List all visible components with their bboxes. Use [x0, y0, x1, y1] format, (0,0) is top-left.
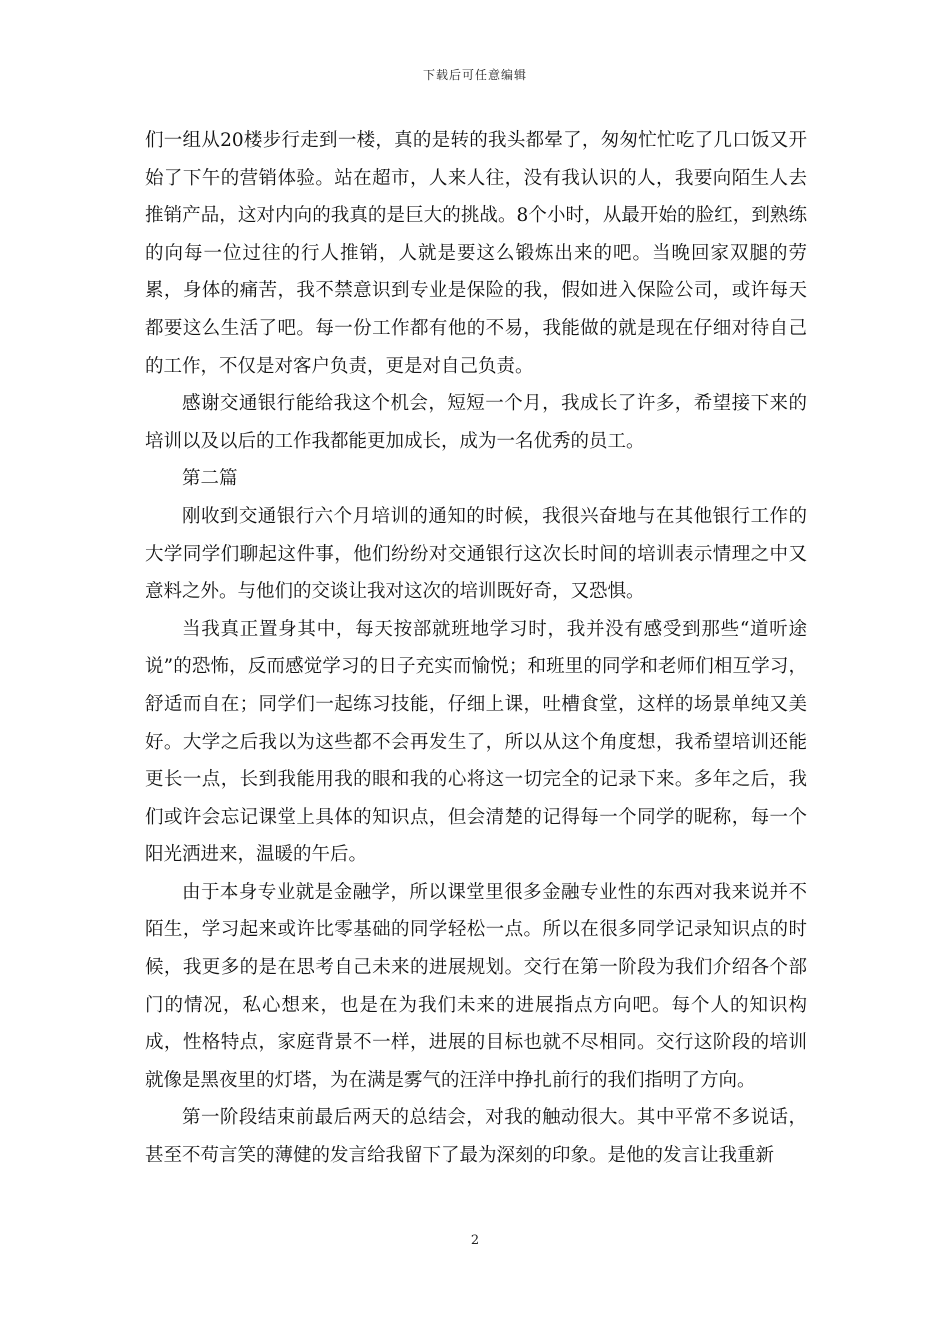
document-body [145, 122, 807, 1175]
paragraph: 第一阶段结束前最后两天的总结会，对我的触动很大。其中平常不多说话，甚至不苟言笑的薄健的发言给我留下了最为深刻的印象。是他的发言让我重新 [145, 1107, 807, 1167]
paragraph: 当我真正置身其中，每天按部就班地学习时，我并没有感受到那些“道听途说”的恐怖，反而感觉学习的日子充实而愉悦；和班里的同学和老师们相互学习，舒适而自在；同学们一起练习技能，仔细上课，吐槽食堂，这样的场景单纯又美好。大学之后我以为这些都不会再发生了，所以从这个角度想，我希望培训还能更长一点，长到我能用我的眼和我的心将这一切完全的记录下来。多年之后，我们或许会忘记课堂上具体的知识点，但会清楚的记得每一个同学的昵称，每一个阳光洒进来，温暖的午后。 [145, 618, 807, 866]
page-number: 2 [470, 1233, 480, 1248]
paragraph-continuation: 们一组从20楼步行走到一楼，真的是转的我头都晕了，匆匆忙忙吃了几口饭又开始了下午的营销体验。站在超市，人来人往，没有我认识的人，我要向陌生人去推销产品，这对内向的我真的是巨大的挑战。8个小时，从最开始的脸红，到熟练的向每一位过往的行人推销，人就是要这么锻炼出来的吧。当晚回家双腿的劳累，身体的痛苦，我不禁意识到专业是保险的我，假如进入保险公司，或许每天都要这么生活了吧。每一份工作都有他的不易，我能做的就是现在仔细对待自己的工作，不仅是对客户负责，更是对自己负责。 [145, 130, 807, 377]
paragraph: 刚收到交通银行六个月培训的通知的时候，我很兴奋地与在其他银行工作的大学同学们聊起这件事，他们纷纷对交通银行这次长时间的培训表示情理之中又意料之外。与他们的交谈让我对这次的培训既好奇，又恐惧。 [145, 505, 807, 603]
section-heading: 第二篇 [182, 468, 238, 490]
paragraph-thanks: 感谢交通银行能给我这个机会，短短一个月，我成长了许多，希望接下来的培训以及以后的工作我都能更加成长，成为一名优秀的员工。 [145, 393, 807, 452]
paragraph: 由于本身专业就是金融学，所以课堂里很多金融专业性的东西对我来说并不陌生，学习起来或许比零基础的同学轻松一点。所以在很多同学记录知识点的时候，我更多的是在思考自己未来的进展规划。交行在第一阶段为我们介绍各个部门的情况，私心想来，也是在为我们未来的进展指点方向吧。每个人的知识构成，性格特点，家庭背景不一样，进展的目标也就不尽相同。交行这阶段的培训就像是黑夜里的灯塔，为在满是雾气的汪洋中挣扎前行的我们指明了方向。 [145, 881, 807, 1091]
page-header: 下载后可任意编辑 [422, 68, 527, 82]
